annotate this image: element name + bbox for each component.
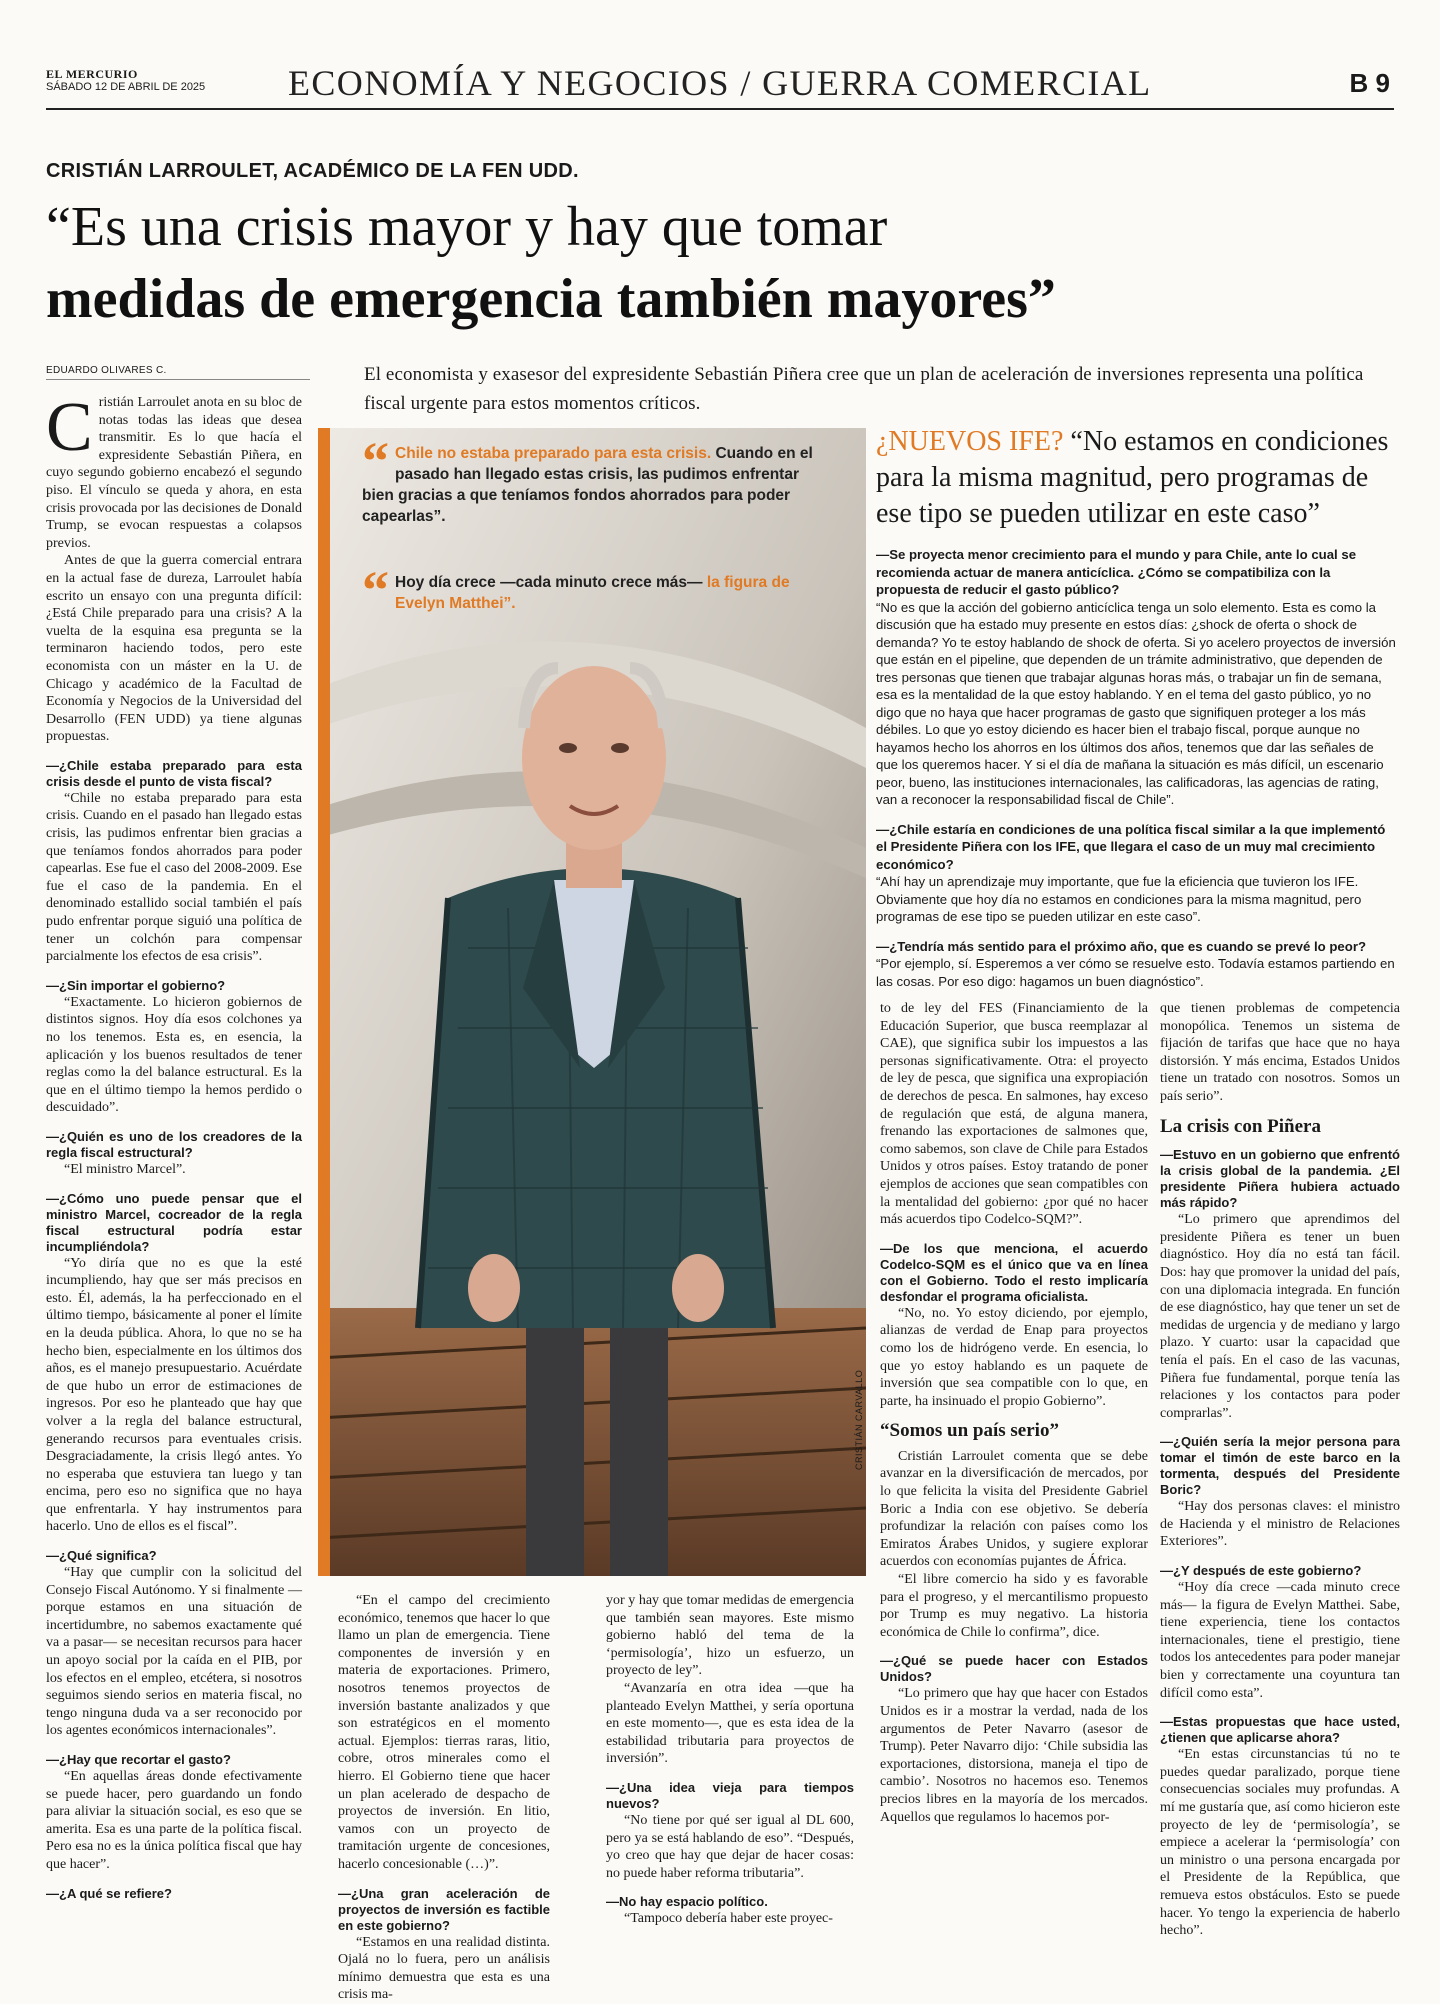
question: —¿Y después de este gobierno? (1160, 1563, 1362, 1579)
accent-bar (318, 428, 330, 1576)
answer: “Yo diría que no es que la esté incumpliendo, hay que ser más precisos en esto. Él, además, la ha perfeccionado en el último tiempo, básicamente al poner el límite en la deuda pública. Ahora, lo que no se ha hecho bien, especialmente en los últimos dos años, es el manejo presupuestario. Acuérdate de que hubo un error de estimaciones de ingresos. Por eso he planteado que hay que volver a la regla del balance estructural, generando recursos para eventuales crisis. Desgraciadamente, la crisis llegó antes. Yo no esperaba que estuviera tan luego y tan encima, pero eso no significa que no haya que enfrentarla. Y hay instrumentos para hacerlo. Uno de ellos es el fiscal”. (46, 1255, 302, 1535)
question: —¿Sin importar el gobierno? (46, 977, 226, 993)
question: —Estas propuestas que hace usted, ¿tienen que aplicarse ahora? (1160, 1714, 1400, 1746)
answer: “Estamos en una realidad distinta. Ojalá no lo fuera, pero un análisis mínimo demuestra que esta es una crisis ma- (338, 1934, 550, 2003)
answer: “Ahí hay un aprendizaje muy importante, que fue la eficiencia que tuvieron los IFE. Obviamente que hoy día no estamos en condiciones para la misma magnitud, pero programas de ese tipo se pueden utilizar en este caso”. (876, 874, 1362, 924)
paragraph: to de ley del FES (Financiamiento de la Educación Superior, que busca reemplazar al CAE), que significa subir los impuestos a las personas significativamente. Otra: el proyecto de ley de pesca, que significa una expropiación de derechos de pesca. En salmones, hay exceso de regulación que está, de alguna manera, frenando las exportaciones de salmones que, como sabemos, son clave de Chile para Estados Unidos y otros países. Estoy tratando de poner ejemplos de acciones que sean compatibles con la mentalidad del gobierno: ¿por qué no hacer más acuerdos tipo Codelco-SQM?”. (880, 1001, 1148, 1228)
answer: “Lo primero que hay que hacer con Estados Unidos es ir a mostrar la verdad, nada de los argumentos de Peter Navarro (asesor de Trump). Peter Navarro dijo: ‘Chile subsidia las exportaciones, distorsiona, maneja el tipo de cambio’. Nosotros no hacemos eso. Tenemos precios libres en la mayoría de los mercados. Aquellos que regulamos lo hacemos por- (880, 1686, 1148, 1825)
question: —No hay espacio político. (606, 1894, 768, 1910)
question: —¿Qué se puede hacer con Estados Unidos? (880, 1653, 1148, 1685)
column-3 (606, 1592, 854, 1928)
paragraph: Cristián Larroulet comenta que se debe avanzar en la diversificación de mercados, por lo que felicita la visita del Presidente Gabriel Boric a India con ese objetivo. Se debería profundizar la relación con países como los Emiratos Árabes Unidos, y sugiere explorar acuerdos con economías pujantes de África. (880, 1448, 1148, 1570)
answer: “Chile no estaba preparado para esta crisis. Cuando en el pasado han llegado estas crisis, las pudimos enfrentar bien gracias a que teníamos fondos ahorrados para poder capearlas. Ese fue el caso del 2008-2009. Ese fue el caso de la pandemia. En el denominado estallido social también el país pudo enfrentar porque siguió una política de tener un colchón para compensar parcialmente los efectos de esa crisis”. (46, 790, 302, 965)
subheading: La crisis con Piñera (1160, 1115, 1321, 1137)
intro-paragraph: ristián Larroulet anota en su bloc de notas todas las ideas que desea transmitir. Es lo que hacía el expresidente Sebastián Piñera, en cuyo segundo gobierno encabezó el segundo piso. El vínculo se queda y ahora, en esta crisis provocada por las decisiones de Donald Trump, se evocan respuestas a colapsos previos. (46, 395, 302, 551)
answer: “Lo primero que aprendimos del presidente Piñera es tener un buen diagnóstico. Hoy día no está tan fácil. Dos: hay que promover la unidad del país, con una diplomacia integrada. En función de ese diagnóstico, hay que tener un set de medidas de urgencia y de mediano y largo plazo. Y cuarto: usar la capacidad que tenía el país. En el caso de las vacunas, Piñera fue fundamental, porque tenía las relaciones y los contactos para poder comprarlas”. (1160, 1212, 1400, 1421)
sidebar-headline-text: “No estamos en condiciones para la misma magnitud, pero programas de ese tipo se pueden utilizar en este caso” (876, 426, 1389, 529)
question: —¿Quién sería la mejor persona para tomar el timón de este barco en la tormenta, después del Presidente Boric? (1160, 1434, 1400, 1498)
answer: “No, no. Yo estoy diciendo, por ejemplo, alianzas de verdad de Enap para proyectos como los de hidrógeno verde. En esencia, lo que yo estoy hablando es un paquete de inversión que sea compatible con lo que, en parte, ha insinuado el propio Gobierno”. (880, 1305, 1148, 1409)
question: —De los que menciona, el acuerdo Codelco-SQM es el único que va en línea con el Gobierno. Todo el resto implicaría desfondar el programa oficialista. (880, 1240, 1148, 1304)
pullquote-2 (362, 560, 834, 620)
headline-line-2: medidas de emergencia también mayores” (46, 268, 1056, 330)
pullquote-2-highlight: la figura de Evelyn Matthei”. (395, 574, 790, 612)
byline: EDUARDO OLIVARES C. (46, 365, 167, 376)
question: —¿Qué significa? (46, 1548, 157, 1564)
quote-mark-icon: “ (362, 431, 389, 491)
quote-mark-icon: “ (362, 560, 389, 620)
question: —¿Chile estaba preparado para esta crisis desde el punto de vista fiscal? (46, 757, 302, 789)
sidebar-tag: ¿NUEVOS IFE? (876, 426, 1064, 457)
photo-credit: CRISTIÁN CARVALLO (854, 1369, 864, 1470)
question: —¿Cómo uno puede pensar que el ministro Marcel, cocreador de la regla fiscal estructural podría estar incumpliéndola? (46, 1190, 302, 1254)
lede: El economista y exasesor del expresidente Sebastián Piñera cree que un plan de aceleración de inversiones representa una política fiscal urgente para estos momentos críticos. (364, 364, 1364, 414)
section-title: ECONOMÍA Y NEGOCIOS / GUERRA COMERCIAL (288, 63, 1152, 103)
sidebar-ife (876, 424, 1396, 990)
answer: “No es que la acción del gobierno anticíclica tenga un solo elemento. Esta es como la discusión que ha estado muy presente en estos días: ¿shock de oferta o shock de demanda? Yo te estoy hablando de shock de oferta. Si yo acelero proyectos de inversión que están en el pipeline, que dependen de un trámite administrativo, que dependen de tres personas que tienen que trabajar algunas horas más, o trabajar un fin de semana, esa es la mentalidad de la que estoy hablando. Y en el tema del gasto público, yo no digo que no haya que hacer programas de gasto que signifiquen proteger a los más débiles. Lo que yo estoy diciendo es hacer bien el trabajo fiscal, porque aunque no hayamos hecho los ahorros en los últimos dos años, tenemos que dar las señales de que los queremos hacer. Y si el día de mañana la situación es más difícil, un escenario peor, bueno, las instituciones internacionales, las calificadoras, las agencias de rating, van a reconocer la responsabilidad fiscal de Chile”. (876, 599, 1396, 807)
drop-cap: C (46, 389, 93, 466)
question: —¿Hay que recortar el gasto? (46, 1752, 231, 1767)
paragraph: “El libre comercio ha sido y es favorable para el progreso, y el mercantilismo propuesto por Trump es muy negativo. La historia económica de Chile lo confirma”, dice. (880, 1572, 1148, 1640)
pullquote-1 (362, 431, 834, 527)
subheading: “Somos un país serio” (880, 1420, 1059, 1442)
byline-rule (46, 379, 310, 380)
paragraph: que tienen problemas de competencia monopólica. Tenemos un sistema de fijación de tarifas que hace que no haya distorsión. Y más encima, Estados Unidos tiene un tratado con nosotros. Somos un país serio”. (1160, 1001, 1400, 1104)
pullquote-1-text: Cuando en el pasado han llegado estas crisis, las pudimos enfrentar bien gracias a que teníamos fondos ahorrados para poder capearlas”. (362, 445, 813, 525)
paragraph: Antes de que la guerra comercial entrara en la actual fase de dureza, Larroulet había escrito un ensayo con una pregunta difícil: ¿Está Chile preparado para una crisis? A la vuelta de la esquina esa pregunta se la terminaron haciendo todos, pero este economista con un máster en la U. de Chicago y académico de la Facultad de Economía y Negocios de la Universidad del Desarrollo (FEN UDD) ya tiene algunas propuestas. (46, 553, 302, 745)
header-rule (46, 108, 1394, 110)
question: —¿Una idea vieja para tiempos nuevos? (606, 1779, 854, 1811)
masthead-left (46, 68, 205, 94)
pullquote-2-text: Hoy día crece —cada minuto crece más— (395, 574, 703, 591)
question: —¿Tendría más sentido para el próximo año, que es cuando se prevé lo peor? (876, 938, 1367, 954)
question: —Estuvo en un gobierno que enfrentó la crisis global de la pandemia. ¿El presidente Piñera hubiera actuado más rápido? (1160, 1147, 1400, 1211)
paper-name: EL MERCURIO (46, 67, 138, 81)
question: —¿Chile estaría en condiciones de una política fiscal similar a la que implementó el Presidente Piñera con los IFE, que llegara el caso de un muy mal crecimiento económico? (876, 821, 1386, 872)
kicker: CRISTIÁN LARROULET, ACADÉMICO DE LA FEN UDD. (46, 160, 579, 182)
paragraph: “En el campo del crecimiento económico, tenemos que hacer lo que llamo un plan de emergencia. Tiene componentes de inversión y en materia de exportaciones. Primero, nosotros tenemos proyectos de inversión bastante analizados y que son estratégicos en el momento actual. Ejemplos: tierras raras, litio, cobre, otros minerales como el hierro. El Gobierno tiene que hacer un plan acelerado de despacho de proyectos de inversión. En litio, vamos con un proyecto de tramitación urgente de concesiones, hacerlo concesionable (…)”. (338, 1593, 550, 1872)
column-2 (338, 1592, 550, 2004)
edition-date: SÁBADO 12 DE ABRIL DE 2025 (46, 81, 206, 93)
question: —Se proyecta menor crecimiento para el mundo y para Chile, ante lo cual se recomienda actuar de manera anticíclica. ¿Cómo se compatibiliza con la propuesta de reducir el gasto público? (876, 547, 1357, 597)
answer: “En estas circunstancias tú no te puedes quedar paralizado, porque tiene consecuencias sociales muy profundas. A mí me gustaría que, así como hicieron este proyecto de ley de ‘permisología’, se empiece a acelerar la ‘permisología’ con un ministro o una persona encargada por el Presidente de la República, que remueva estos obstáculos. Esto se puede hacer. Yo tengo la experiencia de haberlo hecho”. (1160, 1747, 1400, 1939)
answer: “Hoy día crece —cada minuto crece más— la figura de Evelyn Matthei. Sabe, tiene experiencia, tiene los contactos internacionales, tiene el prestigio, tiene todos los antecedentes para poder manejar bien y correctamente una coyuntura tan difícil como esta”. (1160, 1580, 1400, 1701)
question: —¿Una gran aceleración de proyectos de inversión es factible en este gobierno? (338, 1885, 550, 1933)
question: —¿A qué se refiere? (46, 1885, 172, 1901)
column-4 (880, 1000, 1148, 1826)
sidebar-headline (876, 424, 1396, 532)
answer: “No tiene por qué ser igual al DL 600, pero ya se está hablando de eso”. “Después, yo creo que hay que dejar de hacer cosas: no puede haber reforma tributaria”. (606, 1812, 854, 1881)
answer: “Hay que cumplir con la solicitud del Consejo Fiscal Autónomo. Y si finalmente —porque estamos en una situación de incertidumbre, no sabemos exactamente qué va a pasar— se necesitan recursos para hacer un apoyo social por la caída en el PIB, por los efectos en el empleo, etcétera, si nosotros seguimos siendo serios en materia fiscal, no tengo ninguna duda va a ser reconocido por los agentes económicos internacionales”. (46, 1565, 302, 1739)
column-1 (46, 389, 302, 1902)
pullquote-1-highlight: Chile no estaba preparado para esta crisis. (395, 445, 712, 462)
sidebar-body (876, 546, 1396, 990)
answer: “El ministro Marcel”. (64, 1161, 186, 1177)
answer: “Por ejemplo, sí. Esperemos a ver cómo se resuelve esto. Todavía estamos partiendo en las cosas. Por eso digo: hagamos un buen diagnóstico”. (876, 956, 1395, 989)
paragraph: yor y hay que tomar medidas de emergencia que también sean mayores. Este mismo gobierno habló del tema de la ‘permisología’, hizo un esfuerzo, un proyecto de ley”. (606, 1593, 854, 1679)
answer: “En aquellas áreas donde efectivamente se puede hacer, pero guardando un fondo para aliviar la situación social, es eso que se amerita. Esa es una parte de la política fiscal. Pero esa no es la única política fiscal que hay que hacer”. (46, 1769, 302, 1872)
question: —¿Quién es uno de los creadores de la regla fiscal estructural? (46, 1128, 302, 1160)
paragraph: “Avanzaría en otra idea —que ha planteado Evelyn Matthei, y sería oportuna en este momento—, que es esta idea de la estabilidad tributaria para proyectos de inversión”. (606, 1680, 854, 1767)
page-number: B 9 (1349, 68, 1390, 98)
answer: “Tampoco debería haber este proyec- (624, 1911, 833, 1927)
answer: “Exactamente. Lo hicieron gobiernos de distintos signos. Hoy día esos colchones ya no los tenemos. Esta es, en esencia, la aplicación y los buenos resultados de tener reglas como la del balance estructural. Es la que en el último tiempo la hemos perdido o descuidado”. (46, 994, 302, 1116)
headline-line-1: “Es una crisis mayor y hay que tomar (46, 196, 888, 258)
answer: “Hay dos personas claves: el ministro de Hacienda y el ministro de Relaciones Exteriores”. (1160, 1499, 1400, 1550)
column-5 (1160, 1000, 1400, 1940)
